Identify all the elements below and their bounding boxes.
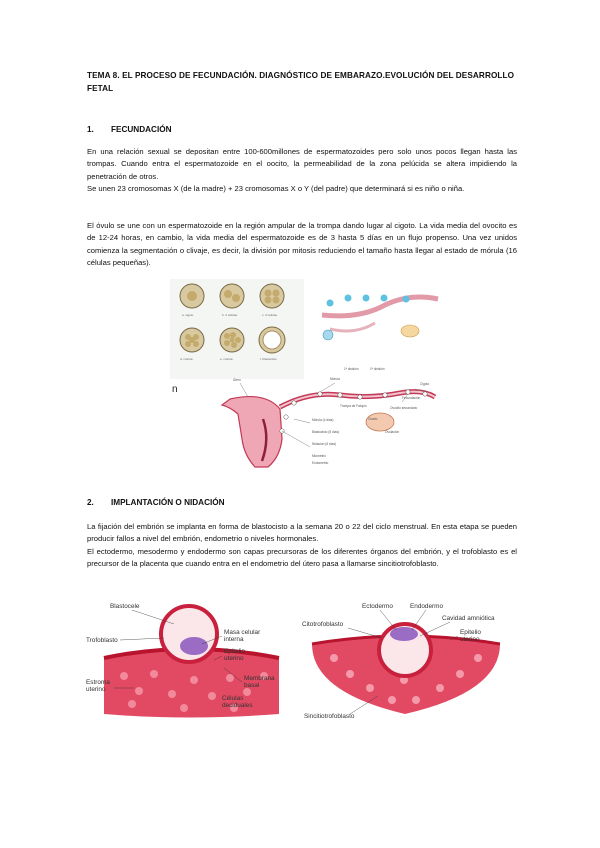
fecundacion-text-a: En una relación sexual se depositan entre 100-600millones de espermatozoides pero solo unos pocos llegan hasta las trompas. Cuando entra el espermatozoide en el oocito, la permeabilidad de la zona pelúcida se altera impidiendo la penetración de otros. [87,147,517,181]
section-2-paragraphs [87,521,517,571]
label-endometrio: Endometrio [312,461,329,465]
svg-text:b. 2 células: b. 2 células [222,313,238,317]
section-2-title: IMPLANTACIÓN O NIDACIÓN [111,498,225,507]
svg-text:e. mórula: e. mórula [220,357,233,361]
label-fecundacion: Fecundación [402,396,421,400]
label-trofoblasto: Trofoblasto [86,637,118,644]
nidacion-text-b: El ectodermo, mesodermo y endodermo son capas precursoras de los diferentes órganos del embrión, y el trofoblasto es el precursor de la placenta que cuando entra en el endometrio del útero pasa a llamarse sincitiotrofoblasto. [87,546,517,569]
cleavage-stages-grid [170,279,304,379]
section-2-number: 2. [87,498,94,507]
section-2-heading [87,498,225,507]
label-cigoto: Cigoto [420,382,430,386]
label-utero: Útero [233,378,241,382]
section-1-heading [87,125,172,134]
label-morula-side: Mórula (4 días) [312,418,334,422]
label-nidacion: Nidación (6 días) [312,442,337,446]
page-title: TEMA 8. EL PROCESO DE FECUNDACIÓN. DIAGNÓSTICO DE EMBARAZO.EVOLUCIÓN DEL DESARROLLO FETAL [87,71,515,93]
label-epitelio-1: Epitelio [224,648,245,655]
svg-text:f. blastocisto: f. blastocisto [260,357,277,361]
label-ectodermo: Ectodermo [362,603,393,610]
label-div1: 1ª división [344,367,359,371]
svg-text:a. cigoto: a. cigoto [182,313,194,317]
label-blastocele: Blastocele [110,603,140,610]
figure-panel-letter: n [172,384,178,395]
nidacion-text-a: La fijación del embrión se implanta en forma de blastocisto a la semana 20 o 22 del ciclo menstrual. En esta etapa se pueden producir fallos a nivel del embrión, endometrio o niveles hormonales. [87,522,517,544]
label-masa-2: interna [224,636,244,643]
section-1-title: FECUNDACIÓN [111,125,172,134]
label-estroma-1: Estroma [86,679,110,686]
label-celulas-2: deciduales [222,702,253,709]
implantation-figure-b [300,596,510,721]
label-membrana-2: basal [244,682,260,689]
label-epitelio-b-1: Epitelio [460,629,481,636]
label-div2: 1ª división [370,367,385,371]
section-1-paragraph-2: El óvulo se une con un espermatozoide en la región ampular de la trompa dando lugar al cigoto. La vida media del ovocito es de 12-24 horas, en cambio, la vida media del espermatozoide es de 3 hasta 5 días en un flujo propenso. Una vez unidos comienza la segmentación o clivaje, es decir, la división por mitosis reduciendo el tamaño hasta llegar al estado de mórula (16 células pequeñas). [87,221,517,268]
label-ovulacion: Ovulación [385,430,400,434]
label-membrana-1: Membrana [244,675,275,682]
fecundation-figure [170,279,445,472]
label-sincitiotrofoblasto: Sincitiotrofoblasto [304,713,355,720]
label-citotrofoblasto: Citotrofoblasto [302,621,344,628]
section-1-number: 1. [87,125,94,134]
label-ovario: Ovario [368,417,378,421]
label-blastocisto: Blastocisto (5 días) [312,430,340,434]
label-celulas-1: Células [222,695,244,702]
implantation-figure-a [84,596,294,721]
label-epitelio-b-2: uterino [460,636,480,643]
fecundacion-text-b: Se unen 23 cromosomas X (de la madre) + 23 cromosomas X o Y (del padre) que determinará si es niño o niña. [87,184,465,194]
label-trompa: Trompa de Falopio [340,404,367,408]
label-estroma-2: uterino [86,686,106,693]
label-masa-1: Masa celular [224,629,261,636]
label-morula-top: Mórula [330,377,340,381]
label-epitelio-2: uterino [224,655,244,662]
section-1-paragraph-1 [87,146,517,196]
label-cavidad: Cavidad amniótica [442,615,495,622]
label-miometrio: Miometrio [312,454,326,458]
label-endodermo: Endodermo [410,603,444,610]
svg-text:c. 4 células: c. 4 células [262,313,278,317]
label-ovocito: Ovocito secundario [390,406,418,410]
svg-text:d. mórula: d. mórula [180,357,193,361]
